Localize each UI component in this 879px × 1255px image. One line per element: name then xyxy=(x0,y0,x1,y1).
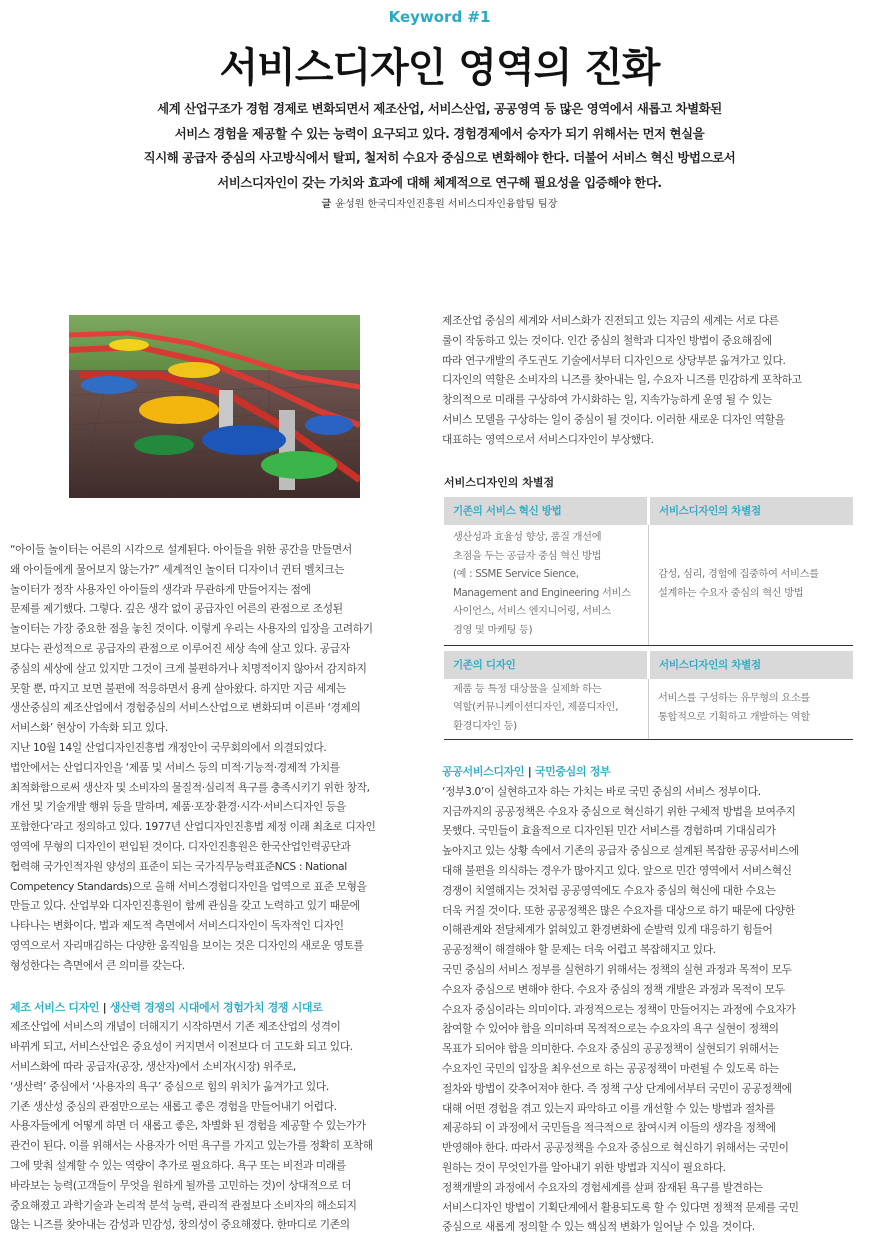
lead-line: 서비스디자인이 갖는 가치와 효과에 대해 체계적으로 연구해 필요성을 입증해야 한다. xyxy=(217,174,662,190)
text-line: 중심으로 새롭게 정의할 수 있는 핵심적 변화가 일어날 수 있을 것이다. xyxy=(442,1220,755,1234)
text-line: “아이들 놀이터는 어른의 시각으로 설계된다. 아이들을 위한 공간을 만들면서 xyxy=(10,543,352,556)
section-body xyxy=(10,1017,420,1235)
text-line: 공공정책이 해결해야 할 문제는 더욱 어렵고 복잡해지고 있다. xyxy=(442,943,716,957)
text-line: 놀이터가 정작 사용자인 아이들의 생각과 무관하게 만들어지는 점에 xyxy=(10,582,311,596)
cell-line: 사이언스, 서비스 엔지니어링, 서비스 xyxy=(453,606,611,618)
text-line: 절차와 방법이 갖추어져야 한다. 즉 정책 구상 단계에서부터 국민이 공공정책에 xyxy=(442,1081,792,1095)
table-cell xyxy=(649,679,854,739)
cell-line: 감성, 심리, 경험에 집중하여 서비스를 xyxy=(658,569,819,581)
right-column-intro xyxy=(442,311,857,450)
cell-line: (예 : SSME Service Sience, xyxy=(453,569,579,581)
right-column-public xyxy=(442,762,857,1237)
text-line: 서비스디자인 방법이 기획단계에서 활용되도록 할 수 있다면 정책적 문제를 국민 xyxy=(442,1200,799,1214)
section-heading-public xyxy=(442,762,857,782)
cell-line: 초점을 두는 공급자 중심 혁신 방법 xyxy=(453,550,602,562)
text-line: 경쟁이 치열해지는 것처럼 공공영역에도 수요자 중심의 혁신에 대한 수요는 xyxy=(442,883,776,897)
text-line: 못했다. 국민들이 효율적으로 디자인된 민간 서비스를 경험하며 기대심리가 xyxy=(442,824,776,838)
text-line: 왜 아이들에게 물어보지 않는가?” 세계적인 놀이터 디자이너 귄터 벨치크는 xyxy=(10,562,345,576)
text-line: 디자인의 역할은 소비자의 니즈를 찾아내는 일, 수요자 니즈를 민감하게 포착하고 xyxy=(442,373,802,387)
text-line: 문제를 제기했다. 그렇다. 깊은 생각 없이 공급자인 어른의 관점으로 조성된 xyxy=(10,602,343,616)
text-line: 중요해졌고 과학기술과 논리적 분석 능력, 관리적 관점보다 소비자의 해소되지 xyxy=(10,1198,357,1212)
text-line: 대해 어떤 경험을 겪고 있는지 파악하고 이를 개선할 수 있는 방법과 절차를 xyxy=(442,1101,775,1115)
cell-line: 경영 및 마케팅 등) xyxy=(453,624,533,636)
text-line: 룰이 작동하고 있는 것이다. 인간 중심의 철학과 디자인 방법이 중요해짐에 xyxy=(442,333,772,347)
text-line: 제조산업 중심의 세계와 서비스화가 진전되고 있는 지금의 세계는 서로 다른 xyxy=(442,314,779,327)
text-line: 반영해야 한다. 따라서 공공정책을 수요자 중심으로 혁신하기 위해서는 국민이 xyxy=(442,1141,789,1155)
text-line: ‘생산력’ 중심에서 ‘사용자의 욕구’ 중심으로 힘의 위치가 옮겨가고 있다. xyxy=(10,1079,329,1093)
text-line: 관건이 된다. 이를 위해서는 사용자가 어떤 욕구를 가지고 있는가를 정확히 포착해 xyxy=(10,1139,373,1153)
text-line: 협력해 국가인적자원 양성의 표준이 되는 국가직무능력표준NCS : National xyxy=(10,859,347,873)
text-line: 따라 연구개발의 주도권도 기술에서부터 디자인으로 상당부분 옮겨가고 있다. xyxy=(442,353,786,367)
text-line: 수요자인 국민의 입장을 최우선으로 하는 공공정책이 마련될 수 있도록 하는 xyxy=(442,1061,779,1075)
text-line: 그에 맞춰 설계할 수 있는 역량이 추가로 필요하다. 욕구 또는 비전과 미래를 xyxy=(10,1158,346,1172)
text-line: 생산중심의 제조산업에서 경험중심의 서비스산업으로 변화되며 이른바 ‘경제의 xyxy=(10,701,361,715)
text-line: 최적화함으로써 생산자 및 소비자의 물질적·심리적 욕구를 충족시키기 위한 창작, xyxy=(10,780,370,794)
text-line: ‘정부3.0’이 실현하고자 하는 가치는 바로 국민 중심의 서비스 정부이다. xyxy=(442,784,761,798)
text-line: 바라보는 능력(고객들이 무엇을 원하게 될까를 고민하는 것)이 상대적으로 더 xyxy=(10,1178,352,1192)
text-line: 영역에 무형의 디자인이 편입된 것이다. 디자인진흥원은 한국산업인력공단과 xyxy=(10,839,351,853)
section-subtitle: 생산력 경쟁의 시대에서 경험가치 경쟁 시대로 xyxy=(109,1000,323,1014)
text-line: 중심의 세상에 살고 있지만 그것이 크게 불편하거나 치명적이지 않아서 감지하지 xyxy=(10,661,367,675)
table-header: 서비스디자인의 차별점 xyxy=(649,651,854,679)
text-line: 제조산업에 서비스의 개념이 더해지기 시작하면서 기존 제조산업의 성격이 xyxy=(10,1020,341,1034)
text-line: 수요자 중심으로 변해야 한다. 수요자 중심의 정책 개발은 과정과 목적이 모두 xyxy=(442,982,785,996)
text-line: 영역으로서 자리매김하는 다양한 움직임을 보이는 것은 디자인의 새로운 영토를 xyxy=(10,938,364,952)
byline-label: 글 xyxy=(321,199,332,210)
lead-paragraph xyxy=(80,97,799,195)
byline-author: 윤성원 한국디자인진흥원 서비스디자인융합팀 팀장 xyxy=(335,199,558,210)
section-subtitle: 국민중심의 정부 xyxy=(534,765,611,778)
cell-line: 제품 등 특정 대상물을 실제화 하는 xyxy=(453,683,602,695)
text-line: 서비스화’ 현상이 가속화 되고 있다. xyxy=(10,721,168,735)
table-cell xyxy=(444,679,649,739)
text-line: 서비스화에 따라 공급자(공장, 생산자)에서 소비자(시장) 위주로, xyxy=(10,1059,296,1073)
comparison-table-innovation xyxy=(444,497,853,646)
table-header: 기존의 디자인 xyxy=(444,651,649,679)
cell-line: 서비스를 구성하는 유무형의 요소를 xyxy=(658,693,810,705)
text-line: 대표하는 영역으로서 서비스디자인이 부상했다. xyxy=(442,432,654,446)
text-line: 개선 및 기술개발 행위 등을 말하며, 제품·포장·환경·시각·서비스디자인 등을 xyxy=(10,800,346,814)
cell-line: Management and Engineering 서비스 xyxy=(453,587,631,599)
text-line: 지금까지의 공공정책은 수요자 중심으로 혁신하기 위한 구체적 방법을 보여주지 xyxy=(442,804,796,818)
text-line: 창의적으로 미래를 구상하여 가시화하는 일, 지속가능하게 운영 될 수 있는 xyxy=(442,393,772,407)
intro-paragraph xyxy=(10,540,420,976)
text-line: 목표가 되어야 함을 의미한다. 수요자 중심의 공공정책이 실현되기 위해서는 xyxy=(442,1042,779,1056)
text-line: 제공하되 이 과정에서 국민들을 적극적으로 참여시켜 이들의 생각을 정책에 xyxy=(442,1121,776,1135)
section-heading-manufacturing xyxy=(10,998,420,1018)
cell-line: 생산성과 효율성 향상, 품질 개선에 xyxy=(453,531,602,543)
text-line: 국민 중심의 서비스 정부를 실현하기 위해서는 정책의 실현 과정과 목적이 모두 xyxy=(442,962,792,976)
text-line: 사용자들에게 어떻게 하면 더 새롭고 좋은, 차별화 된 경험을 제공할 수 있는가가 xyxy=(10,1119,366,1133)
text-line: 원하는 것이 무엇인가를 알아내기 위한 방법과 지식이 필요하다. xyxy=(442,1160,726,1174)
text-line: 대해 불편을 의식하는 경우가 많아지고 있다. 앞으로 민간 영역에서 서비스혁신 xyxy=(442,863,792,877)
text-line: 높아지고 있는 상황 속에서 기존의 공급자 중심으로 설계된 복잡한 공공서비스에 xyxy=(442,844,799,858)
text-line: 포함한다’라고 정의하고 있다. 1977년 산업디자인진흥법 제정 이래 최초로 디자인 xyxy=(10,820,376,834)
text-line: 지난 10월 14일 산업디자인진흥법 개정안이 국무회의에서 의결되었다. xyxy=(10,740,327,754)
playground-seesaw-photo xyxy=(69,315,360,498)
keyword-label: Keyword #1 xyxy=(388,8,491,26)
page-title: 서비스디자인 영역의 진화 xyxy=(219,45,660,91)
comparison-table-design xyxy=(444,651,853,740)
text-line: 기존 생산성 중심의 관점만으로는 새롭고 좋은 경험을 만들어내기 어렵다. xyxy=(10,1099,337,1113)
table-cell xyxy=(649,525,854,645)
section-separator: | xyxy=(102,1000,107,1014)
text-line: 못할 뿐, 따지고 보면 불편에 적응하면서 용케 살아왔다. 하지만 지금 세계는 xyxy=(10,681,346,695)
table-header: 서비스디자인의 차별점 xyxy=(649,497,854,525)
text-line: 참여할 수 있어야 함을 의미하며 목적적으로는 수요자의 욕구 실현이 정책의 xyxy=(442,1022,779,1036)
section-accent: 제조 서비스 디자인 xyxy=(10,1000,100,1014)
text-line: 바뀌게 되고, 서비스산업은 중요성이 커지면서 이전보다 더 고도화 되고 있다. xyxy=(10,1040,353,1054)
lead-line: 직시해 공급자 중심의 사고방식에서 탈피, 철저히 수요자 중심으로 변화해야 한다. 더불어 서비스 혁신 방법으로서 xyxy=(143,150,736,165)
text-line: 정책개발의 과정에서 수요자의 경험세계를 살펴 잠재된 욕구를 발견하는 xyxy=(442,1180,763,1194)
text-line: 이해관계와 전달체계가 얽혀있고 환경변화에 순발력 있게 대응하기 힘들어 xyxy=(442,923,773,937)
left-column xyxy=(10,540,420,1235)
text-line: 않는 니즈를 찾아내는 감성과 민감성, 창의성이 중요해졌다. 한마디로 기존의 xyxy=(10,1218,350,1232)
text-line: 더욱 커질 것이다. 또한 공공정책은 많은 수요자를 대상으로 하기 때문에 다양한 xyxy=(442,903,795,917)
text-line: 나타나는 변화이다. 법과 제도적 측면에서 서비스디자인이 독자적인 디자인 xyxy=(10,919,344,933)
text-line: 보다는 관성적으로 공급자의 관점으로 이루어진 세상 속에 살고 있다. 공급자 xyxy=(10,641,350,655)
table-cell xyxy=(444,525,649,645)
text-line: 수요자 중심이라는 의미이다. 과정적으로는 정책이 만들어지는 과정에 수요자가 xyxy=(442,1002,796,1016)
lead-line: 서비스 경험을 제공할 수 있는 능력이 요구되고 있다. 경험경제에서 승자가 되기 위해서는 먼저 현실을 xyxy=(174,125,705,141)
section-separator: | xyxy=(527,765,532,778)
cell-line: 통합적으로 기획하고 개발하는 역할 xyxy=(658,711,810,723)
comparison-table-title: 서비스디자인의 차별점 xyxy=(444,476,555,489)
text-line: Competency Standards)으로 올해 서비스경험디자인을 업역으로 표준 모형을 xyxy=(10,879,367,893)
table-header: 기존의 서비스 혁신 방법 xyxy=(444,497,649,525)
cell-line: 역할(커뮤니케이션디자인, 제품디자인, xyxy=(453,702,619,714)
byline xyxy=(0,195,879,210)
text-line: 서비스 모델을 구상하는 일이 중심이 될 것이다. 이러한 새로운 디자인 역할을 xyxy=(442,412,785,426)
cell-line: 설계하는 수요자 중심의 혁신 방법 xyxy=(658,587,804,599)
section-accent: 공공서비스디자인 xyxy=(442,765,525,778)
text-line: 만들고 있다. 산업부와 디자인진흥원이 함께 관심을 갖고 노력하고 있기 때문에 xyxy=(10,899,360,913)
text-line: 놀이터는 가장 중요한 점을 놓친 것이다. 이렇게 우리는 사용자의 입장을 고려하기 xyxy=(10,622,373,636)
text-line: 형성한다는 측면에서 큰 의미를 갖는다. xyxy=(10,958,185,972)
lead-line: 세계 산업구조가 경험 경제로 변화되면서 제조산업, 서비스산업, 공공영역 등 많은 영역에서 새롭고 차별화된 xyxy=(157,101,722,116)
cell-line: 환경디자인 등) xyxy=(453,721,517,733)
text-line: 법안에서는 산업디자인을 ‘제품 및 서비스 등의 미적·기능적·경제적 가치를 xyxy=(10,760,340,774)
